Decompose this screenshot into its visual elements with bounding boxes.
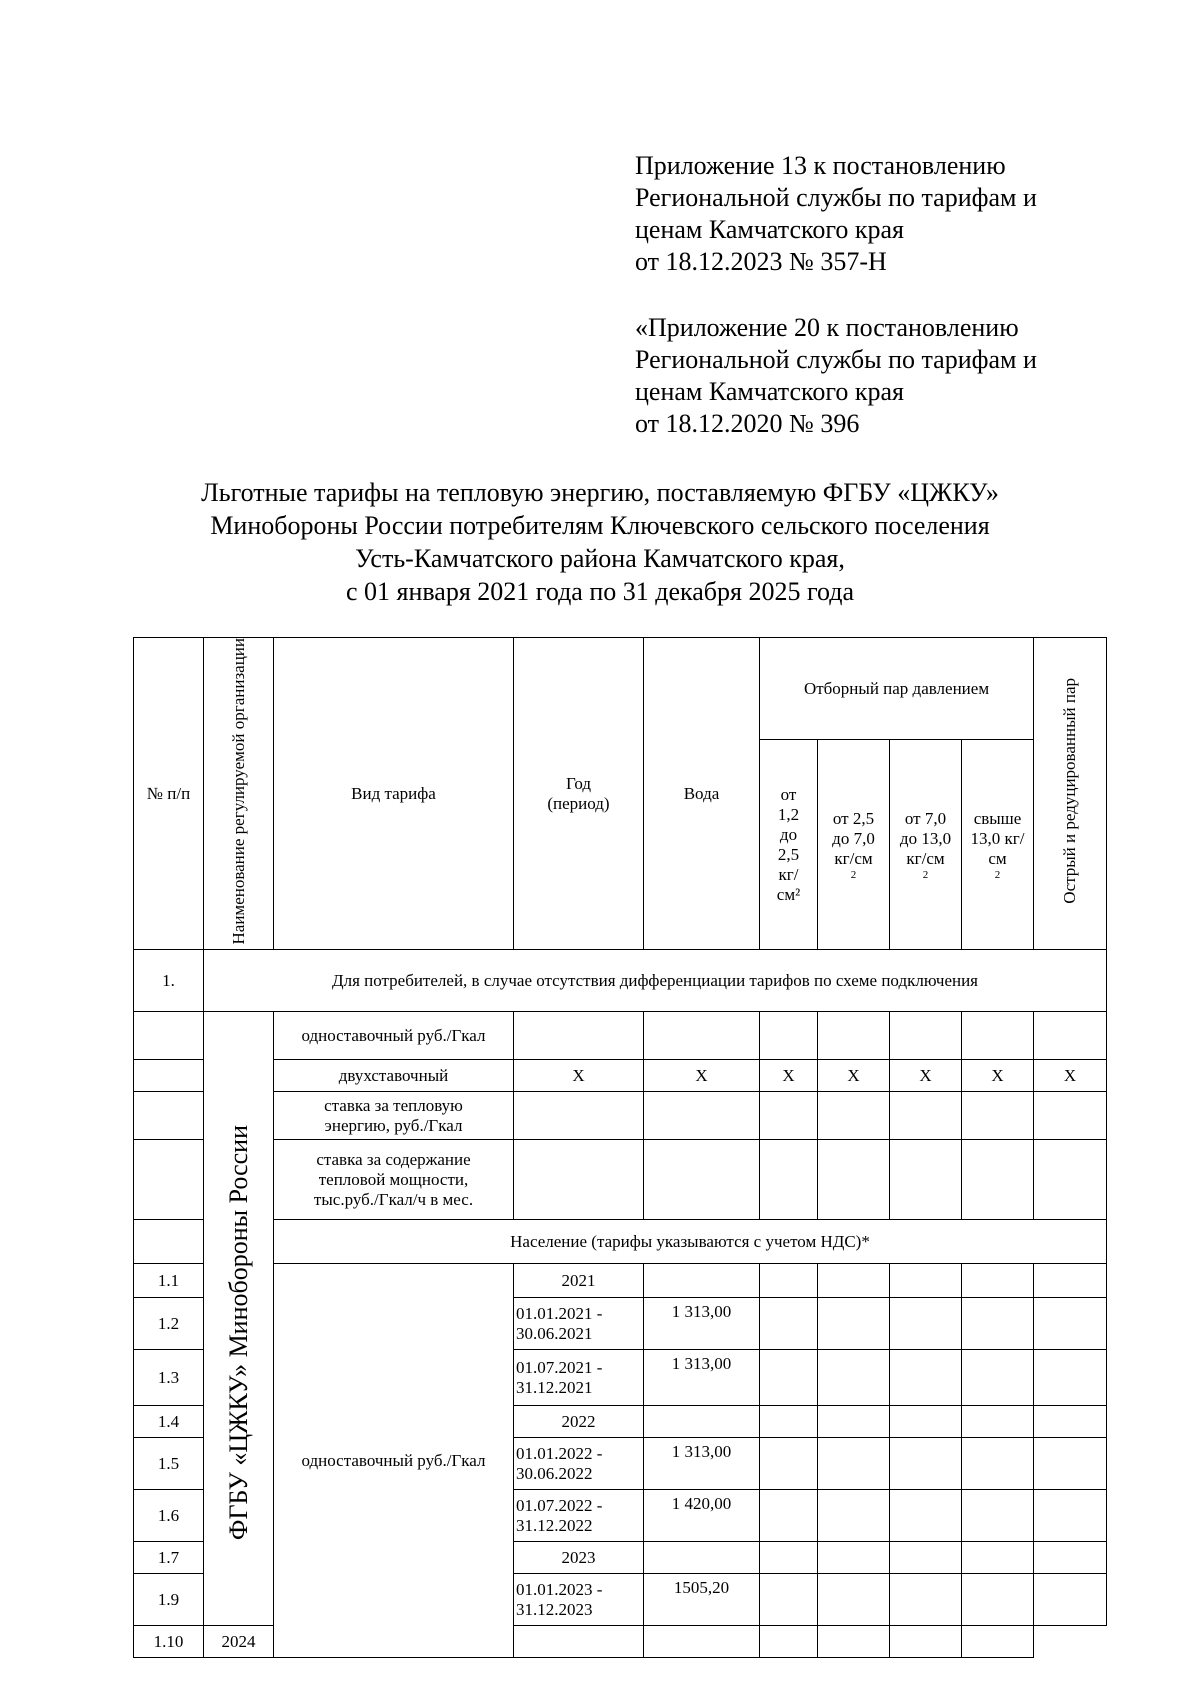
row-num: 1.6 (134, 1490, 204, 1542)
header-live-steam (1034, 638, 1107, 950)
num-cell (134, 1140, 204, 1220)
annex-line: ценам Камчатского края (635, 377, 904, 406)
water-value: 1 420,00 (644, 1490, 760, 1542)
header-steam-4 (962, 740, 1034, 950)
row-num: 1.3 (134, 1350, 204, 1406)
data-cell (962, 1490, 1034, 1542)
data-cell (890, 1626, 962, 1658)
period-cell: 2022 (514, 1406, 644, 1438)
data-cell (760, 1012, 818, 1060)
header-steam-3 (890, 740, 962, 950)
header-steam-group: Отборный пар давлением (760, 638, 1034, 740)
header-water: Вода (644, 638, 760, 950)
data-cell (890, 1574, 962, 1626)
data-cell (818, 1298, 890, 1350)
num-cell (134, 1060, 204, 1092)
data-cell (644, 1012, 760, 1060)
title-line: с 01 января 2021 года по 31 декабря 2025 года (345, 577, 855, 606)
data-cell (962, 1406, 1034, 1438)
data-cell (962, 1298, 1034, 1350)
water-value: 1505,20 (644, 1574, 760, 1626)
header-steam-2 (818, 740, 890, 950)
row-num: 1.9 (134, 1574, 204, 1626)
x-cell: X (890, 1060, 962, 1092)
header-num: № п/п (134, 638, 204, 950)
row-num: 1.4 (134, 1406, 204, 1438)
data-cell (1034, 1298, 1107, 1350)
title-line: Минобороны России потребителям Ключевского сельского поселения (210, 511, 990, 540)
data-cell (760, 1350, 818, 1406)
x-cell: X (514, 1060, 644, 1092)
section-num: 1. (134, 950, 204, 1012)
data-cell (962, 1626, 1034, 1658)
header-steam-2-text: от 2,5 до 7,0 кг/см (832, 808, 875, 868)
annex-line: Региональной службы по тарифам и (635, 345, 1037, 374)
data-cell (818, 1490, 890, 1542)
annex-line: «Приложение 20 к постановлению (635, 313, 1019, 342)
data-cell (760, 1438, 818, 1490)
row-num: 1.5 (134, 1438, 204, 1490)
period-cell: 01.01.2022 - 30.06.2022 (514, 1438, 644, 1490)
row-num: 1.1 (134, 1264, 204, 1298)
header-steam-2-sq: 2 (850, 868, 857, 881)
data-cell (818, 1350, 890, 1406)
population-title: Население (тарифы указываются с учетом НДС)* (274, 1220, 1107, 1264)
period-cell: 01.01.2021 - 30.06.2021 (514, 1298, 644, 1350)
data-cell (818, 1140, 890, 1220)
data-cell (890, 1542, 962, 1574)
annex-current (635, 150, 1155, 278)
data-cell (1034, 1490, 1107, 1542)
water-value: 1 313,00 (644, 1438, 760, 1490)
data-cell (1034, 1406, 1107, 1438)
data-cell (962, 1542, 1034, 1574)
data-cell (962, 1350, 1034, 1406)
pop-tariff-label: одноставочный руб./Гкал (274, 1264, 514, 1658)
data-cell (1034, 1350, 1107, 1406)
data-cell (962, 1574, 1034, 1626)
data-cell (818, 1092, 890, 1140)
data-cell (760, 1574, 818, 1626)
energy-rate-label: ставка за тепловую энергию, руб./Гкал (274, 1092, 514, 1140)
data-cell (890, 1350, 962, 1406)
org-cell (204, 1012, 274, 1626)
annex-line: Региональной службы по тарифам и (635, 183, 1037, 212)
row-num: 1.10 (134, 1626, 204, 1658)
data-cell (962, 1438, 1034, 1490)
data-cell (760, 1264, 818, 1298)
data-cell (644, 1626, 760, 1658)
data-cell (760, 1626, 818, 1658)
water-value (644, 1406, 760, 1438)
data-cell (818, 1012, 890, 1060)
row-num: 1.7 (134, 1542, 204, 1574)
period-cell: 01.07.2021 - 31.12.2021 (514, 1350, 644, 1406)
num-cell (134, 1220, 204, 1264)
data-cell (890, 1438, 962, 1490)
data-cell (1034, 1438, 1107, 1490)
data-cell (760, 1298, 818, 1350)
data-cell (962, 1140, 1034, 1220)
period-cell: 01.01.2023 - 31.12.2023 (514, 1574, 644, 1626)
data-cell (760, 1542, 818, 1574)
num-cell (134, 1092, 204, 1140)
x-cell: X (1034, 1060, 1107, 1092)
period-cell: 2021 (514, 1264, 644, 1298)
data-cell (1034, 1140, 1107, 1220)
header-steam-4-text: свыше 13,0 кг/см (970, 808, 1025, 868)
num-cell (134, 1012, 204, 1060)
data-cell (514, 1012, 644, 1060)
data-cell (890, 1092, 962, 1140)
annex-line: от 18.12.2020 № 396 (635, 409, 860, 438)
water-value (514, 1626, 644, 1658)
data-cell (962, 1012, 1034, 1060)
data-cell (1034, 1012, 1107, 1060)
period-cell: 2024 (204, 1626, 274, 1658)
tariff-table (133, 637, 1107, 1658)
data-cell (818, 1438, 890, 1490)
data-cell (760, 1406, 818, 1438)
data-cell (1034, 1264, 1107, 1298)
data-cell (514, 1092, 644, 1140)
data-cell (760, 1140, 818, 1220)
document-title (60, 476, 1140, 608)
data-cell (760, 1490, 818, 1542)
period-cell: 2023 (514, 1542, 644, 1574)
section-title: Для потребителей, в случае отсутствия дифференциации тарифов по схеме подключения (204, 950, 1107, 1012)
data-cell (962, 1092, 1034, 1140)
data-cell (818, 1574, 890, 1626)
row-num: 1.2 (134, 1298, 204, 1350)
water-value: 1 313,00 (644, 1298, 760, 1350)
water-value (644, 1542, 760, 1574)
data-cell (890, 1406, 962, 1438)
capacity-rate-label: ставка за содержание тепловой мощности, тыс.руб./Гкал/ч в мес. (274, 1140, 514, 1220)
two-rate-label: двухставочный (274, 1060, 514, 1092)
data-cell (644, 1092, 760, 1140)
header-steam-4-sq: 2 (994, 868, 1001, 881)
header-steam-3-text: от 7,0 до 13,0 кг/см (899, 808, 952, 868)
annex-line: Приложение 13 к постановлению (635, 151, 1006, 180)
annex-line: ценам Камчатского края (635, 215, 904, 244)
data-cell (1034, 1542, 1107, 1574)
header-steam-3-sq: 2 (922, 868, 929, 881)
header-org-text: Наименование регулируемой организации (228, 638, 248, 945)
data-cell (890, 1012, 962, 1060)
header-year: Год (период) (514, 638, 644, 950)
water-value (644, 1264, 760, 1298)
header-live-steam-text: Острый и редуцированный пар (1060, 678, 1080, 905)
period-cell: 01.07.2022 - 31.12.2022 (514, 1490, 644, 1542)
x-cell: X (962, 1060, 1034, 1092)
x-cell: X (644, 1060, 760, 1092)
header-steam-1: от 1,2 до 2,5 кг/см² (760, 740, 818, 950)
data-cell (514, 1140, 644, 1220)
header-org (204, 638, 274, 950)
data-cell (1034, 1574, 1107, 1626)
data-cell (890, 1298, 962, 1350)
data-cell (760, 1092, 818, 1140)
data-cell (818, 1406, 890, 1438)
data-cell (818, 1264, 890, 1298)
annex-original (635, 312, 1155, 440)
data-cell (890, 1264, 962, 1298)
header-tariff-type: Вид тарифа (274, 638, 514, 950)
title-line: Льготные тарифы на тепловую энергию, поставляемую ФГБУ «ЦЖКУ» (201, 478, 999, 507)
x-cell: X (818, 1060, 890, 1092)
data-cell (818, 1542, 890, 1574)
water-value: 1 313,00 (644, 1350, 760, 1406)
data-cell (890, 1140, 962, 1220)
x-cell: X (760, 1060, 818, 1092)
data-cell (890, 1490, 962, 1542)
title-line: Усть-Камчатского района Камчатского края, (355, 544, 845, 573)
data-cell (644, 1140, 760, 1220)
annex-line: от 18.12.2023 № 357-Н (635, 247, 887, 276)
org-name: ФГБУ «ЦЖКУ» Минобороны России (223, 1125, 253, 1541)
data-cell (962, 1264, 1034, 1298)
one-rate-label: одноставочный руб./Гкал (274, 1012, 514, 1060)
data-cell (1034, 1092, 1107, 1140)
data-cell (818, 1626, 890, 1658)
